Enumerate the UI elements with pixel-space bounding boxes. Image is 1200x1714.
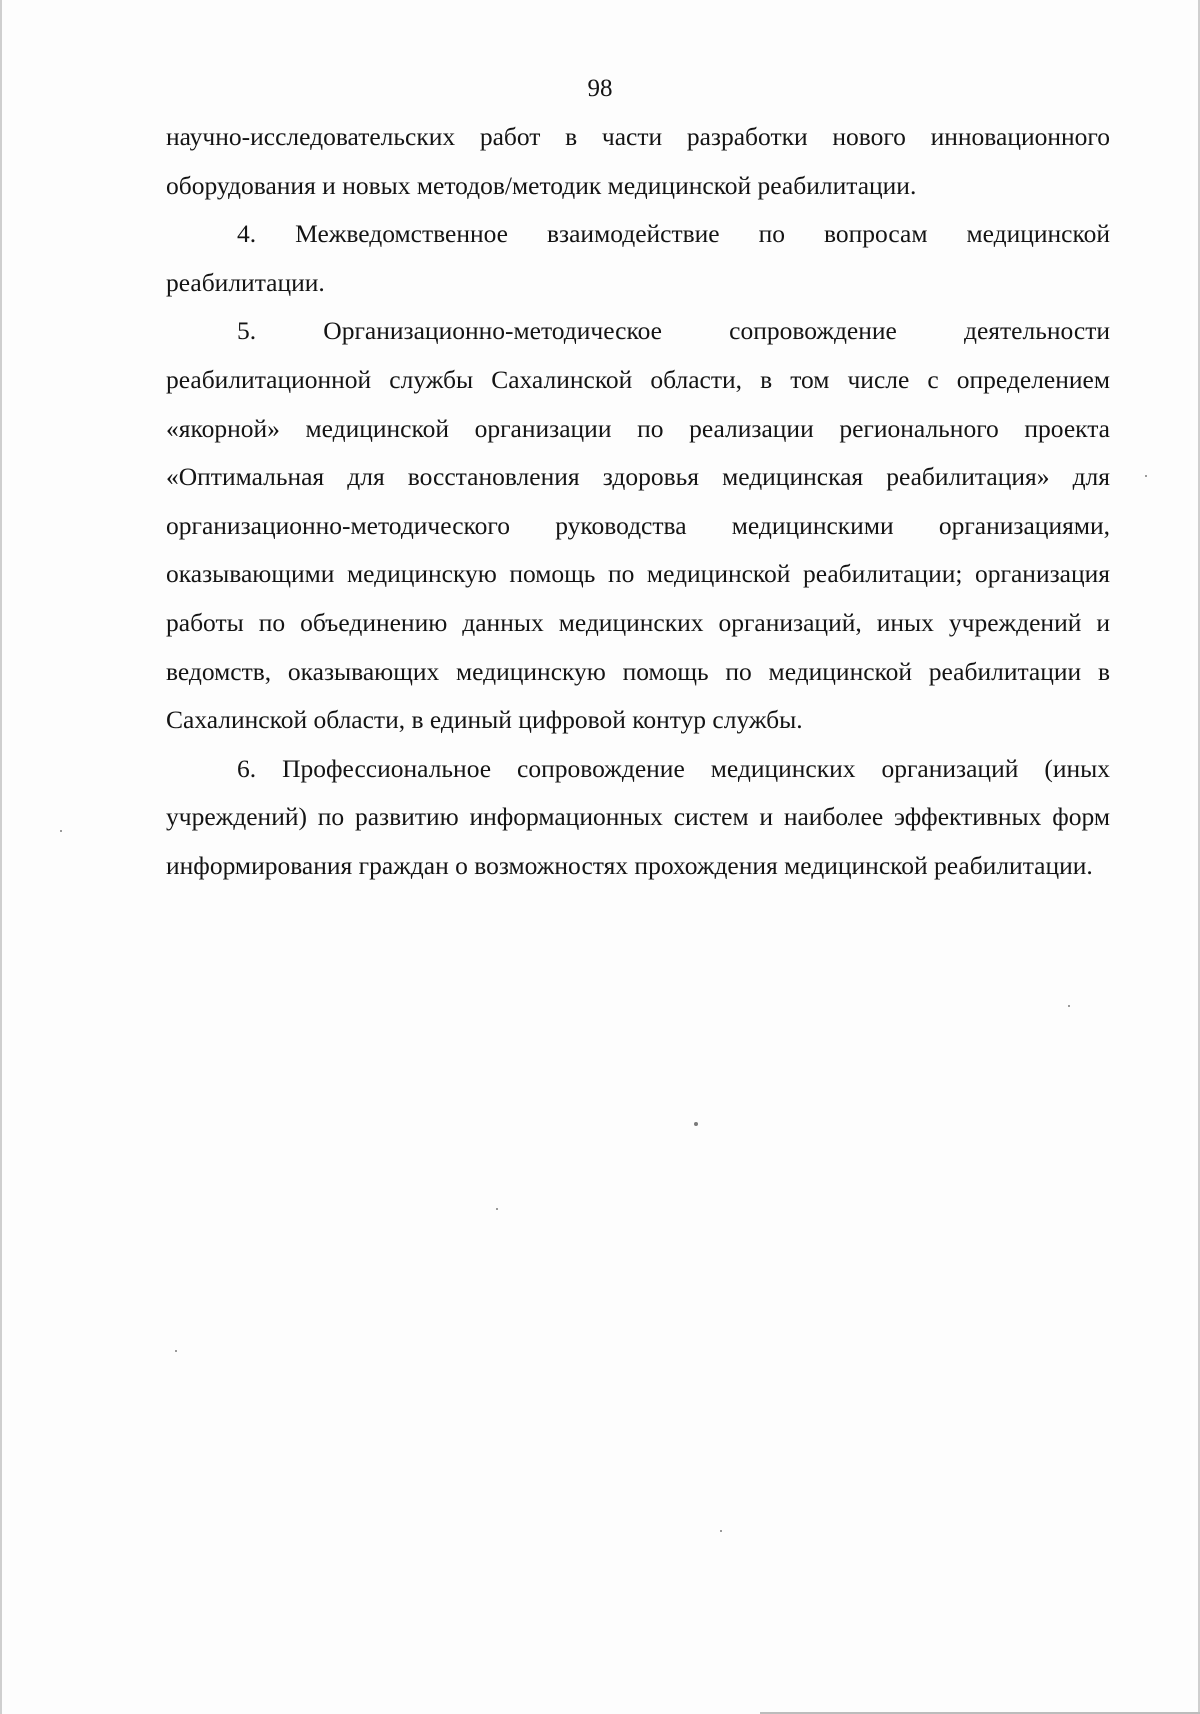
scan-speck	[60, 830, 62, 832]
scan-speck	[694, 1122, 698, 1126]
paragraph-item-6: 6. Профессиональное сопровождение медицинских организаций (иных учреждений) по развитию информационных систем и наиболее эффективных форм информирования граждан о возможностях прохождения медицинской реабилитации.	[166, 753, 1110, 880]
paragraph-item-4: 4. Межведомственное взаимодействие по вопросам медицинской реабилитации.	[166, 219, 1110, 297]
document-body	[166, 113, 1110, 891]
paragraph-item-5: 5. Организационно-методическое сопровождение деятельности реабилитационной службы Сахалинской области, в том числе с определением «якорной» медицинской организации по реализации регионального проекта «Оптимальная для восстановления здоровья медицинская реабилитация» для организационно-методического руководства медицинскими организациями, оказывающими медицинскую помощь по медицинской реабилитации; организация работы по объединению данных медицинских организаций, иных учреждений и ведомств, оказывающих медицинскую помощь по медицинской реабилитации в Сахалинской области, в единый цифровой контур службы.	[166, 316, 1110, 735]
page-number: 98	[587, 75, 613, 102]
scan-left-edge	[0, 0, 2, 1714]
scan-speck	[496, 1208, 498, 1210]
scan-speck	[1068, 1005, 1070, 1007]
scan-speck	[1145, 475, 1147, 477]
scan-speck	[175, 1350, 177, 1352]
scan-speck	[720, 1530, 722, 1532]
paragraph-continuation: научно-исследовательских работ в части разработки нового инновационного оборудования и новых методов/методик медицинской реабилитации.	[166, 122, 1110, 200]
